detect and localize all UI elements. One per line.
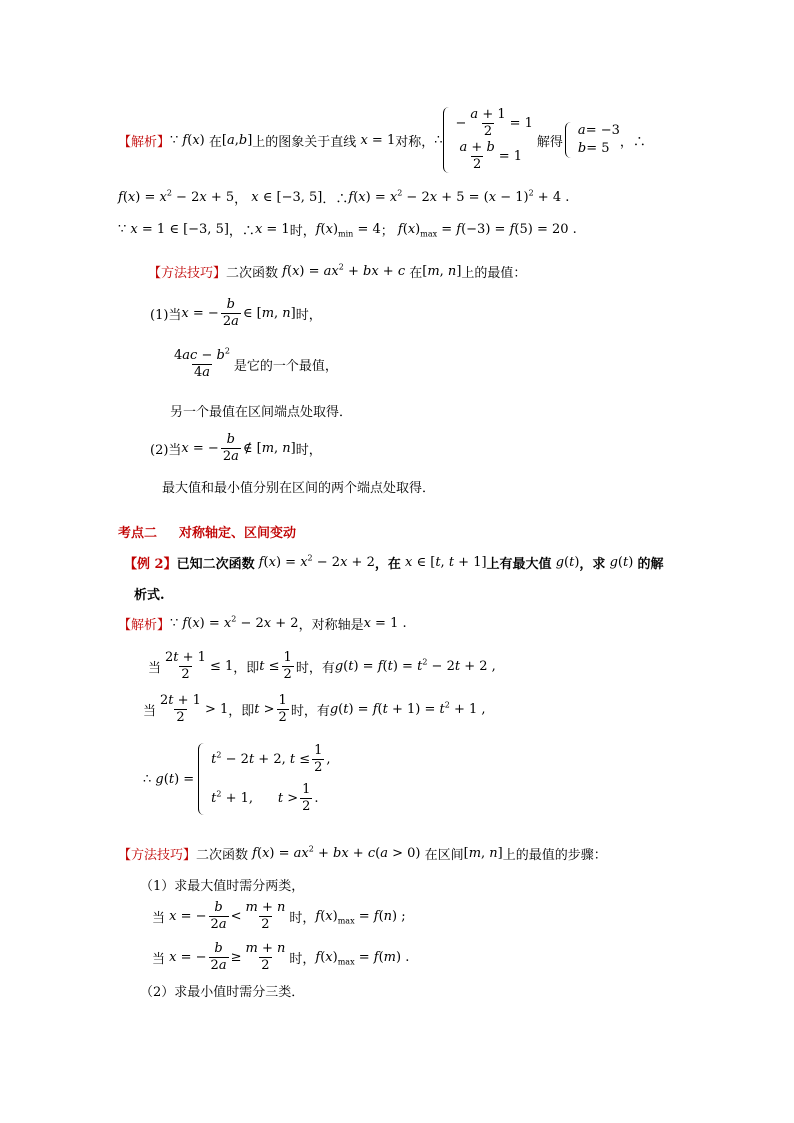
tip1-extremum: $\frac{4ac - b^2}{4a}$ 是它的一个最值， <box>174 346 338 380</box>
sol2-line1: 【解析】 ∵ $f(x) = x^2 - 2x + 2$ ，对称轴是 x = 1 . <box>118 614 407 633</box>
sol2-case1: 当 $\frac{2t + 1}{2}$ ≤ 1 ，即 t ≤ $\frac{1}{2}$ 时，有 $g(t) = f(t) = t^2 - 2t + 2$ , <box>148 649 496 682</box>
tip1-endpoint: 另一个最值在区间端点处取得． <box>170 404 353 420</box>
tip2-case-a: 当 x = − $\frac{b}{2a}$ < $\frac{m + n}{2}$ 时， $f(x)_{max} = f(n)$ ; <box>152 899 406 932</box>
example-2-line2: 析式. <box>134 587 165 603</box>
tip1-case1: (1)当 x = − $\frac{b}{2a}$ ∈ [m, n] 时， <box>150 296 322 329</box>
system-solution: a = −3 b = 5 <box>565 122 620 158</box>
example-2-label: 【例 2】 <box>124 556 177 572</box>
tip2-case-b: 当 x = − $\frac{b}{2a}$ ≥ $\frac{m + n}{2}$ 时， $f(x)_{max} = f(m)$ . <box>152 940 410 973</box>
tip2-step1: （1）求最大值时需分两类， <box>140 878 305 894</box>
piecewise-system: $t^2 - 2t + 2$, t ≤ $\frac{1}{2}$ , $t^2 + 1$, t > $\frac{1}{2}$ . <box>198 743 330 815</box>
tip1-heading: 【方法技巧】 二次函数 $f(x) = ax^2$ + bx + c 在 [m, n] 上的最值： <box>148 262 527 281</box>
sol2-case2: 当 $\frac{2t + 1}{2}$ > 1 ，即 t > $\frac{1}{2}$ 时，有 $g(t) = f(t + 1) = t^2 + 1$ , <box>143 692 486 725</box>
analysis-label-2: 【解析】 <box>118 617 171 633</box>
sol1-line2: $f(x) = x^2 - 2x + 5$ ， x ∈ [−3, 5] ．∴ $f(x) = x^2 - 2x + 5 = (x - 1)^2 + 4$ . <box>118 188 570 207</box>
sol1-line1: 【解析】 ∵ f(x) 在 [a,b] 上的图象关于直线 x = 1 对称， ∴ − $\frac{a + 1}{2}$ = 1 $\frac{a + b}{2}$ = 1 解得 a = −3 b = 5 ，∴ <box>118 107 646 172</box>
method-tip-label: 【方法技巧】 <box>148 265 227 281</box>
tip1-case2: (2)当 x = − $\frac{b}{2a}$ ∉ [m, n] 时， <box>150 431 322 464</box>
keypoint-2-heading: 考点二 对称轴定、区间变动 <box>118 525 297 541</box>
sol1-line3: ∵ x = 1 ∈ [−3, 5] ，∴ x = 1 时， $f(x)_{min} = 4$ ； $f(x)_{max} = f(-3) = f(5) = 20$ . <box>118 221 577 239</box>
sol2-piecewise: ∴ g(t) = $t^2 - 2t + 2$, t ≤ $\frac{1}{2}$ , $t^2 + 1$, t > $\frac{1}{2}$ . <box>143 743 331 814</box>
analysis-label: 【解析】 <box>118 134 171 150</box>
example-2-line1: 【例 2】 已知二次函数 $f(x) = x^2 - 2x + 2$ ，在 x ∈ [t, t + 1] 上有最大值 g(t) ，求 g(t) 的解 <box>124 553 664 572</box>
method-tip-label-2: 【方法技巧】 <box>118 847 197 863</box>
tip1-case2-desc: 最大值和最小值分别在区间的两个端点处取得． <box>162 480 436 496</box>
system-1: − $\frac{a + 1}{2}$ = 1 $\frac{a + b}{2}$ = 1 <box>443 107 533 173</box>
tip2-heading: 【方法技巧】 二次函数 $f(x) = ax^2$ + bx + c(a > 0) 在区间 [m, n] 上的最值的步骤： <box>118 844 607 863</box>
tip2-step2: （2）求最小值时需分三类． <box>140 984 305 1000</box>
